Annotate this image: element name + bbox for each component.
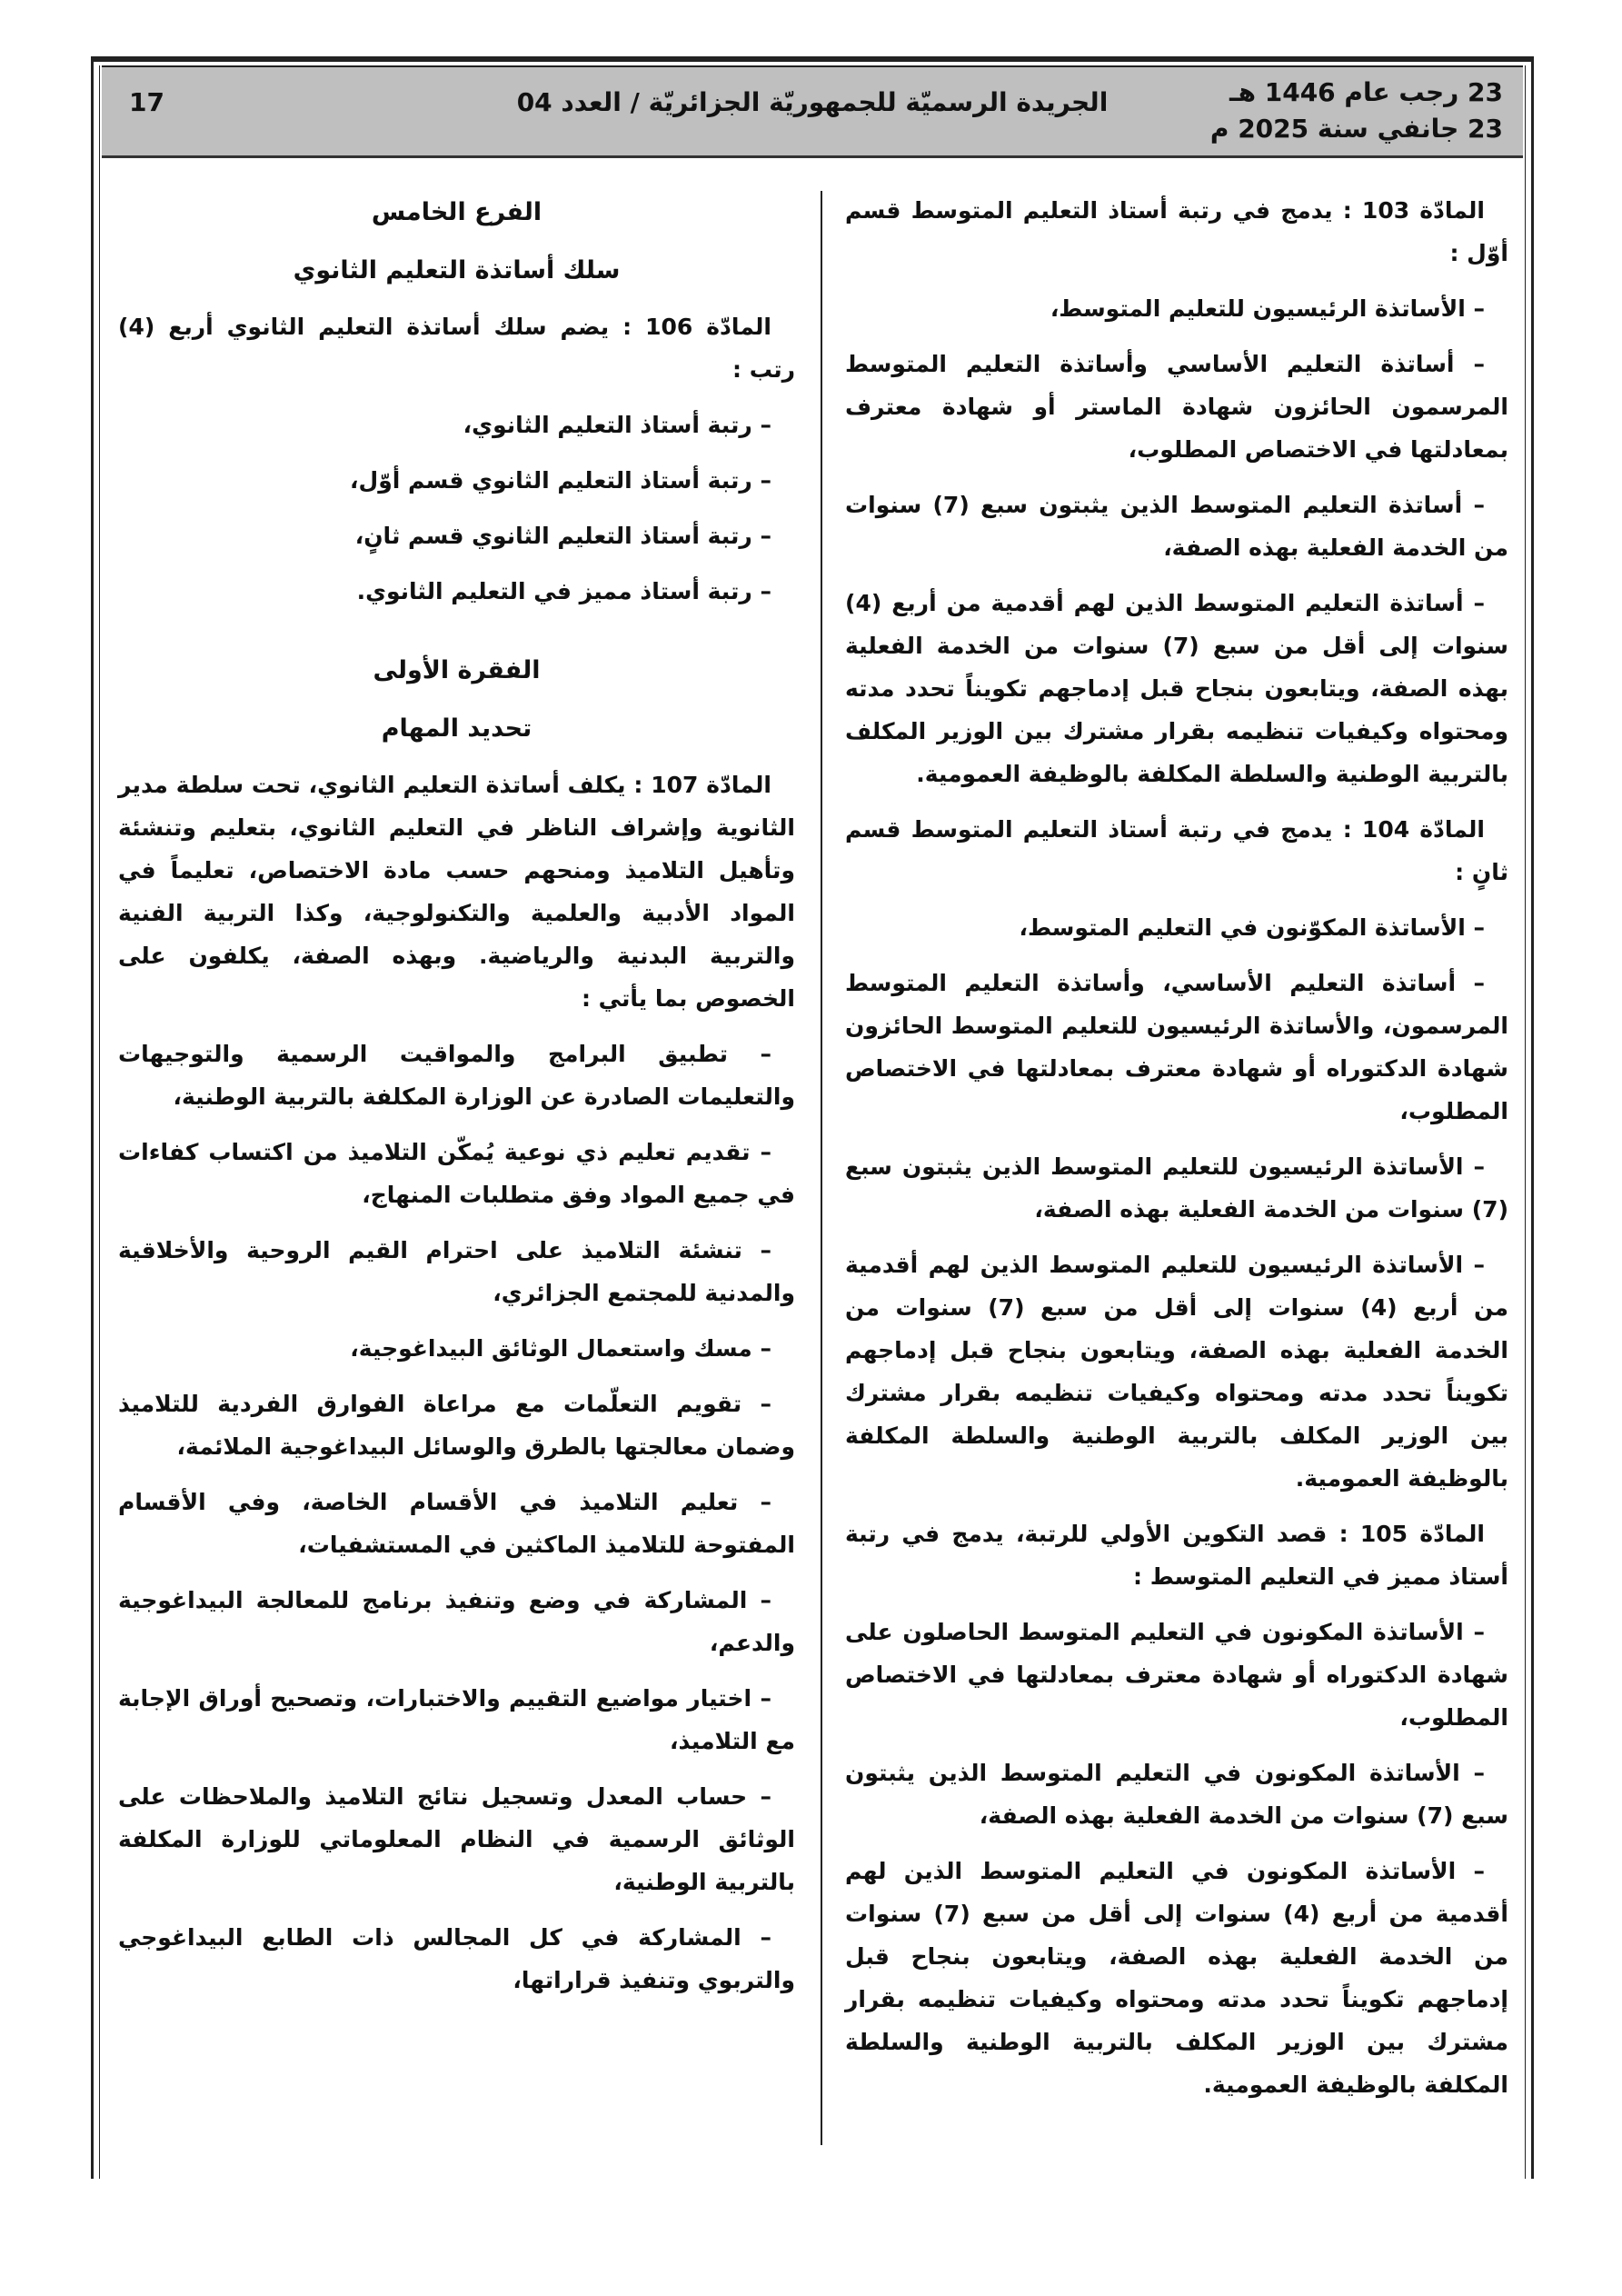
- paragraph-text: – أساتذة التعليم الأساسي، وأساتذة التعليم المتوسط المرسمون، والأساتذة الرئيسيون للتعليم المتوسط الحائزون شهادة الدكتوراه أو شهادة معترف بمعادلتها في الاختصاص المطلوب،: [845, 970, 1508, 1124]
- article-label: المادّة 103 :: [1342, 197, 1485, 224]
- left-column: [118, 189, 795, 2014]
- rank-item: – رتبة أستاذ التعليم الثانوي قسم أوّل،: [350, 467, 771, 494]
- paragraph-text: – الأساتذة المكونون في التعليم المتوسط الذين لهم أقدمية من أربع (4) سنوات إلى أقل من سبع (7) سنوات من الخدمة الفعلية بهذه الصفة، ويتابعون بنجاح قبل إدماجهم تكويناً تحدد مدته ومحتواه وكيفيات تنظيمه بقرار مشترك بين الوزير المكلف بالتربية الوطنية والسلطة المكلفة بالوظيفة العمومية.: [845, 1858, 1508, 2098]
- article-paragraph: [845, 1512, 1508, 1598]
- paragraph-text: – أساتذة التعليم المتوسط الذين يثبتون سبع (7) سنوات من الخدمة الفعلية بهذه الصفة،: [845, 492, 1508, 561]
- date-gregorian: 23 جانفي سنة 2025 م: [1209, 114, 1503, 144]
- duty-item: – تطبيق البرامج والمواقيت الرسمية والتوجيهات والتعليمات الصادرة عن الوزارة المكلفة بالتربية الوطنية،: [118, 1041, 795, 1110]
- column-divider: [821, 191, 822, 2145]
- list-item: [845, 582, 1508, 795]
- section-subheading: سلك أساتذة التعليم الثانوي: [293, 256, 621, 285]
- paragraph-text: – الأساتذة المكونون في التعليم المتوسط الحاصلون على شهادة الدكتوراه أو شهادة معترف بمعادلتها في الاختصاص المطلوب،: [845, 1619, 1508, 1731]
- article-label: المادّة 107 :: [633, 772, 771, 798]
- page-header: [102, 65, 1523, 158]
- rank-item: – رتبة أستاذ مميز في التعليم الثانوي.: [356, 578, 771, 604]
- list-item: [845, 1243, 1508, 1500]
- paragraph-text: – الأساتذة الرئيسيون للتعليم المتوسط الذين لهم أقدمية من أربع (4) سنوات إلى أقل من سبع (7) سنوات من الخدمة الفعلية بهذه الصفة، ويتابعون بنجاح قبل إدماجهم تكويناً تحدد مدته ومحتواه وكيفيات تنظيمه بقرار مشترك بين الوزير المكلف بالتربية الوطنية والسلطة المكلفة بالوظيفة العمومية.: [845, 1252, 1509, 1492]
- journal-title: الجريدة الرسميّة للجمهوريّة الجزائريّة / العدد 04: [516, 87, 1109, 117]
- list-item: [845, 484, 1508, 569]
- paragraph-text: – الأساتذة المكونون في التعليم المتوسط الذين يثبتون سبع (7) سنوات من الخدمة الفعلية بهذه الصفة،: [845, 1760, 1508, 1829]
- paragraph-text: – أساتذة التعليم المتوسط الذين لهم أقدمية من أربع (4) سنوات إلى أقل من سبع (7) سنوات من الخدمة الفعلية بهذه الصفة، ويتابعون بنجاح قبل إدماجهم تكويناً تحدد مدته ومحتواه وكيفيات تنظيمه بقرار مشترك بين الوزير المكلف بالتربية الوطنية والسلطة المكلفة بالوظيفة العمومية.: [845, 590, 1508, 787]
- paragraph-text: يدمج في رتبة أستاذ التعليم المتوسط قسم ثانٍ :: [845, 816, 1508, 885]
- list-item: [845, 343, 1508, 471]
- section-heading: الفرع الخامس: [371, 198, 542, 226]
- duty-item: – المشاركة في وضع وتنفيذ برنامج للمعالجة البيداغوجية والدعم،: [118, 1587, 795, 1656]
- rank-item: – رتبة أستاذ التعليم الثانوي قسم ثانٍ،: [354, 523, 771, 549]
- article-text: يضم سلك أساتذة التعليم الثانوي أربع (4) رتب :: [118, 314, 795, 383]
- rank-item: – رتبة أستاذ التعليم الثانوي،: [463, 412, 771, 438]
- article-label: المادّة 105 :: [1338, 1521, 1485, 1547]
- list-item: [845, 1752, 1508, 1837]
- right-column: [845, 189, 1508, 2119]
- article-label: المادّة 104 :: [1342, 816, 1485, 843]
- list-item: [845, 287, 1508, 330]
- article-label: المادّة 106 :: [622, 314, 771, 340]
- list-item: [845, 1611, 1508, 1739]
- article-paragraph: [845, 189, 1508, 275]
- paragraph-subheading: تحديد المهام: [381, 714, 532, 743]
- date-hijri: 23 رجب عام 1446 هـ: [1229, 77, 1503, 107]
- article-106: [118, 305, 795, 391]
- paragraph-text: – الأساتذة الرئيسيون للتعليم المتوسط الذين يثبتون سبع (7) سنوات من الخدمة الفعلية بهذه الصفة،: [845, 1153, 1508, 1223]
- paragraph-heading: الفقرة الأولى: [373, 656, 541, 684]
- duty-item: – اختيار مواضيع التقييم والاختبارات، وتصحيح أوراق الإجابة مع التلاميذ،: [118, 1685, 795, 1754]
- duty-item: – تقديم تعليم ذي نوعية يُمكّن التلاميذ من اكتساب كفاءات في جميع المواد وفق متطلبات المنهاج،: [118, 1139, 795, 1208]
- duty-item: – المشاركة في كل المجالس ذات الطابع البيداغوجي والتربوي وتنفيذ قراراتها،: [118, 1924, 795, 1993]
- duty-item: – حساب المعدل وتسجيل نتائج التلاميذ والملاحظات على الوثائق الرسمية في النظام المعلوماتي للوزارة المكلفة بالتربية الوطنية،: [118, 1783, 795, 1895]
- paragraph-text: يدمج في رتبة أستاذ التعليم المتوسط قسم أوّل :: [845, 197, 1508, 266]
- duty-item: – تقويم التعلّمات مع مراعاة الفوارق الفردية للتلاميذ وضمان معالجتها بالطرق والوسائل البيداغوجية الملائمة،: [118, 1391, 795, 1460]
- duty-item: – مسك واستعمال الوثائق البيداغوجية،: [350, 1335, 771, 1362]
- paragraph-text: – أساتذة التعليم الأساسي وأساتذة التعليم المتوسط المرسمون الحائزون شهادة الماستر أو شهادة معترف بمعادلتها في الاختصاص المطلوب،: [845, 351, 1508, 463]
- duty-item: – تنشئة التلاميذ على احترام القيم الروحية والأخلاقية والمدنية للمجتمع الجزائري،: [118, 1237, 795, 1306]
- duty-item: – تعليم التلاميذ في الأقسام الخاصة، وفي الأقسام المفتوحة للتلاميذ الماكثين في المستشفيات،: [118, 1489, 795, 1558]
- page-number: 17: [129, 87, 164, 117]
- list-item: [845, 906, 1508, 949]
- list-item: [845, 1145, 1508, 1231]
- list-item: [845, 962, 1508, 1133]
- article-text: يكلف أساتذة التعليم الثانوي، تحت سلطة مدير الثانوية وإشراف الناظر في التعليم الثانوي، بتعليم وتنشئة وتأهيل التلاميذ ومنحهم حسب مادة الاختصاص، تعليماً في المواد الأدبية والعلمية والتكنولوجية، وكذا التربية الفنية والتربية البدنية والرياضية. وبهذه الصفة، يكلفون على الخصوص بما يأتي :: [118, 772, 795, 1012]
- paragraph-text: قصد التكوين الأولي للرتبة، يدمج في رتبة أستاذ مميز في التعليم المتوسط :: [845, 1521, 1508, 1590]
- paragraph-text: – الأساتذة الرئيسيون للتعليم المتوسط،: [1050, 295, 1485, 322]
- paragraph-text: – الأساتذة المكوّنون في التعليم المتوسط،: [1019, 914, 1485, 941]
- article-107: [118, 764, 795, 1020]
- article-paragraph: [845, 808, 1508, 893]
- list-item: [845, 1850, 1508, 2106]
